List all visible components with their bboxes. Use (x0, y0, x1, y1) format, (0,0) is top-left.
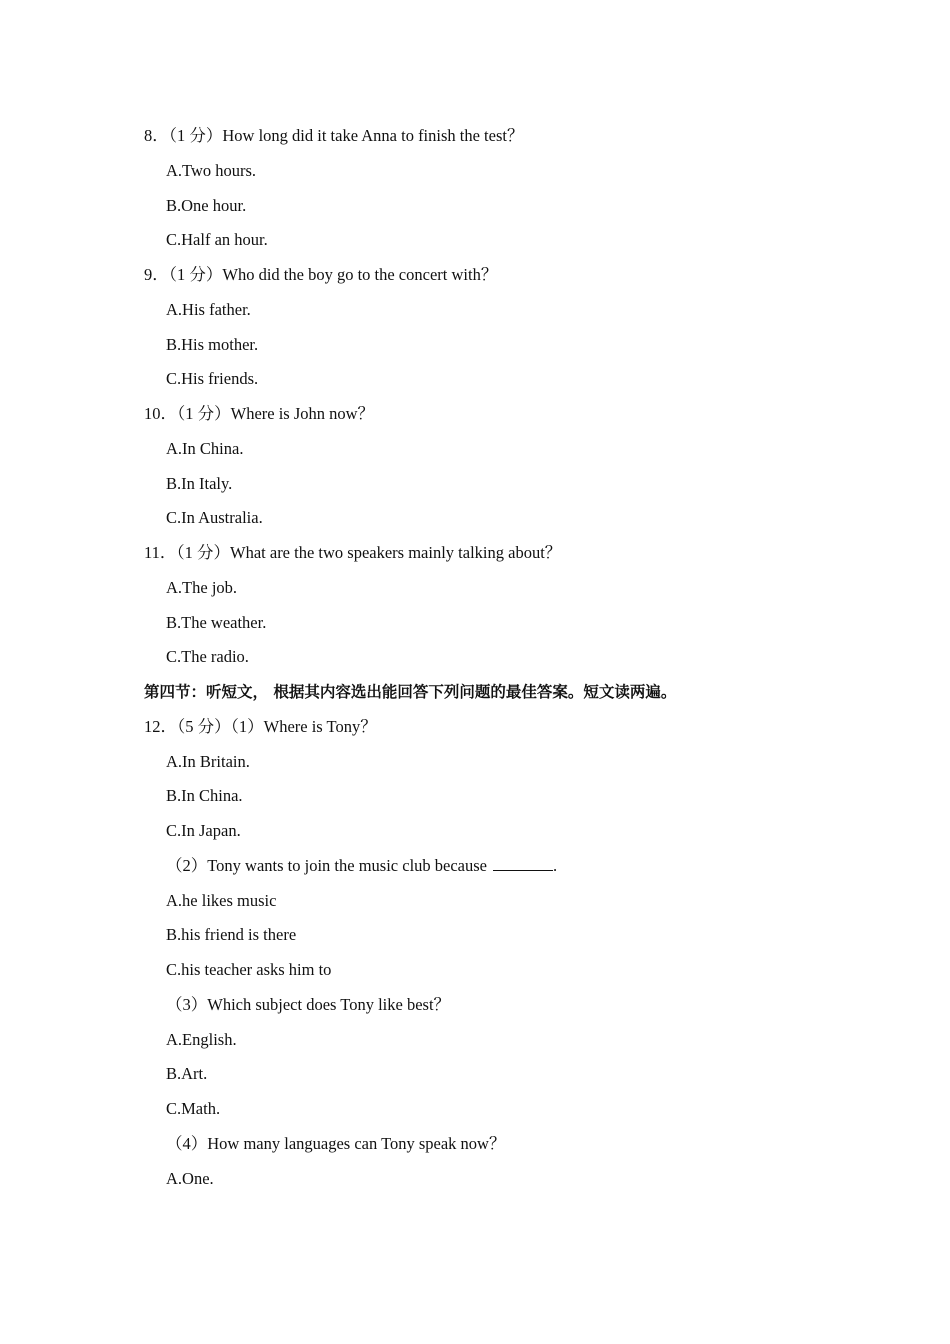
sub-question-line-text: （2）Tony wants to join the music club because (166, 855, 487, 875)
option-line (144, 918, 844, 953)
option-line (144, 223, 844, 258)
option-line (144, 606, 844, 641)
option-line-text: B.In Italy. (166, 473, 233, 493)
option-line (144, 189, 844, 224)
option-line (144, 814, 844, 849)
blank-trailing-text: . (553, 855, 558, 875)
option-line (144, 779, 844, 814)
option-line-text: B.His mother. (166, 334, 259, 354)
option-line (144, 1057, 844, 1092)
question-line (144, 536, 844, 571)
option-line-text: B.his friend is there (166, 925, 297, 945)
option-line-text: C.In Australia. (166, 508, 263, 528)
question-line-text: 11．（1 分）What are the two speakers mainly talking about？ (144, 543, 562, 562)
option-line (144, 884, 844, 919)
option-line-text: C.Math. (166, 1099, 221, 1118)
option-line (144, 571, 844, 606)
option-line-text: C.his teacher asks him to (166, 960, 332, 979)
option-line (144, 1092, 844, 1127)
section-heading (144, 675, 844, 710)
option-line-text: A.His father. (166, 299, 251, 319)
option-line-text: B.One hour. (166, 195, 247, 215)
option-line (144, 745, 844, 780)
option-line-text: A.he likes music (166, 890, 277, 910)
question-line-text: 9．（1 分）Who did the boy go to the concert with？ (144, 265, 498, 284)
option-line-text: C.Half an hour. (166, 230, 268, 250)
option-line-text: A.English. (166, 1029, 237, 1049)
question-line (144, 258, 844, 293)
option-line-text: A.In Britain. (166, 751, 250, 771)
section-heading-text: 第四节：听短文， 根据其内容选出能回答下列问题的最佳答案。短文读两遍。 (144, 683, 677, 701)
option-line-text: C.The radio. (166, 647, 249, 667)
option-line-text: C.His friends. (166, 369, 259, 389)
sub-question-line (144, 849, 844, 884)
question-line (144, 119, 844, 154)
option-line-text: A.The job. (166, 577, 238, 597)
option-line (144, 432, 844, 467)
option-line-text: A.One. (166, 1168, 214, 1188)
option-line (144, 293, 844, 328)
question-line-text: 12．（5 分）（1）Where is Tony？ (144, 716, 377, 736)
option-line-text: A.Two hours. (166, 160, 257, 180)
option-line (144, 953, 844, 988)
sub-question-line-text: （3）Which subject does Tony like best？ (166, 994, 451, 1014)
option-line-text: C.In Japan. (166, 821, 241, 840)
option-line-text: B.The weather. (166, 612, 267, 632)
sub-question-line (144, 988, 844, 1023)
question-line (144, 397, 844, 432)
sub-question-line-text: （4）How many languages can Tony speak now？ (166, 1133, 506, 1153)
option-line (144, 640, 844, 675)
exam-content (144, 119, 844, 1196)
option-line (144, 1162, 844, 1197)
option-line (144, 154, 844, 189)
option-line (144, 1023, 844, 1058)
option-line (144, 362, 844, 397)
option-line-text: A.In China. (166, 438, 244, 458)
question-line-text: 10．（1 分）Where is John now？ (144, 404, 375, 423)
question-line (144, 710, 844, 745)
option-line-text: B.In China. (166, 786, 243, 806)
option-line (144, 467, 844, 502)
question-line-text: 8．（1 分）How long did it take Anna to finish the test？ (144, 126, 524, 145)
option-line (144, 501, 844, 536)
option-line (144, 328, 844, 363)
option-line-text: B.Art. (166, 1064, 208, 1084)
sub-question-line (144, 1127, 844, 1162)
answer-blank (493, 856, 553, 871)
